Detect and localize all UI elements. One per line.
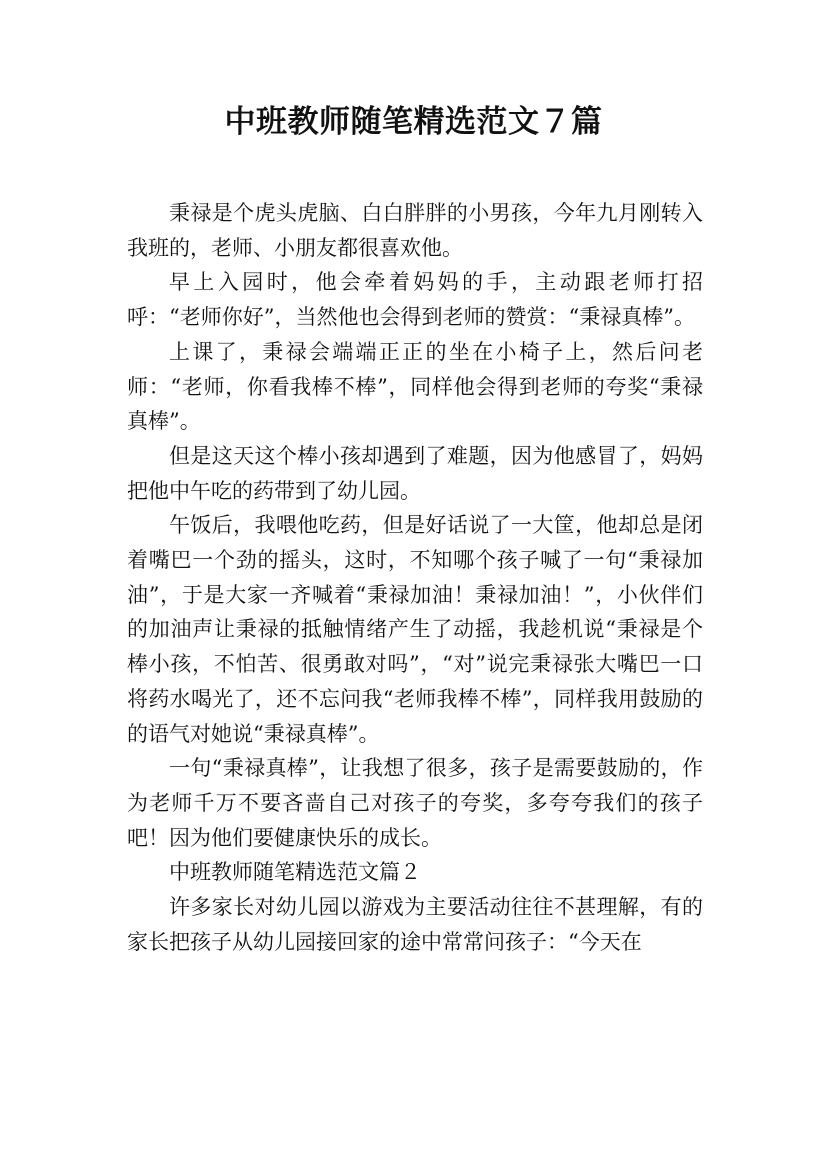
paragraph-4: 但是这天这个棒小孩却遇到了难题，因为他感冒了，妈妈把他中午吃的药带到了幼儿园。 <box>127 443 703 503</box>
paragraph-6: 一句“秉禄真棒”，让我想了很多，孩子是需要鼓励的，作为老师千万不要吝啬自己对孩子的夸奖，多夸夸我们的孩子吧！因为他们要健康快乐的成长。 <box>127 756 703 850</box>
document-title: 中班教师随笔精选范文７篇 <box>224 104 603 140</box>
document-body <box>127 196 703 959</box>
paragraph-2: 早上入园时，他会牵着妈妈的手，主动跟老师打招呼：“老师你好”，当然他也会得到老师的赞赏：“秉禄真棒”。 <box>127 270 703 330</box>
section-heading-2: 中班教师随笔精选范文篇２ <box>169 860 421 885</box>
paragraph-7: 许多家长对幼儿园以游戏为主要活动往往不甚理解，有的家长把孩子从幼儿园接回家的途中常常问孩子：“今天在 <box>127 895 703 954</box>
paragraph-5: 午饭后，我喂他吃药，但是好话说了一大筐，他却总是闭着嘴巴一个劲的摇头，这时，不知哪个孩子喊了一句“秉禄加油”，于是大家一齐喊着“秉禄加油！秉禄加油！”，小伙伴们的加油声让秉禄的抵触情绪产生了动摇，我趁机说“秉禄是个棒小孩，不怕苦、很勇敢对吗”，“对”说完秉禄张大嘴巴一口将药水喝光了，还不忘问我“老师我棒不棒”，同样我用鼓励的的语气对她说“秉禄真棒”。 <box>127 513 703 746</box>
paragraph-3: 上课了，秉禄会端端正正的坐在小椅子上，然后问老师：“老师，你看我棒不棒”，同样他会得到老师的夸奖“秉禄真棒”。 <box>127 339 703 434</box>
paragraph-1: 秉禄是个虎头虎脑、白白胖胖的小男孩，今年九月刚转入我班的，老师、小朋友都很喜欢他。 <box>127 201 703 260</box>
